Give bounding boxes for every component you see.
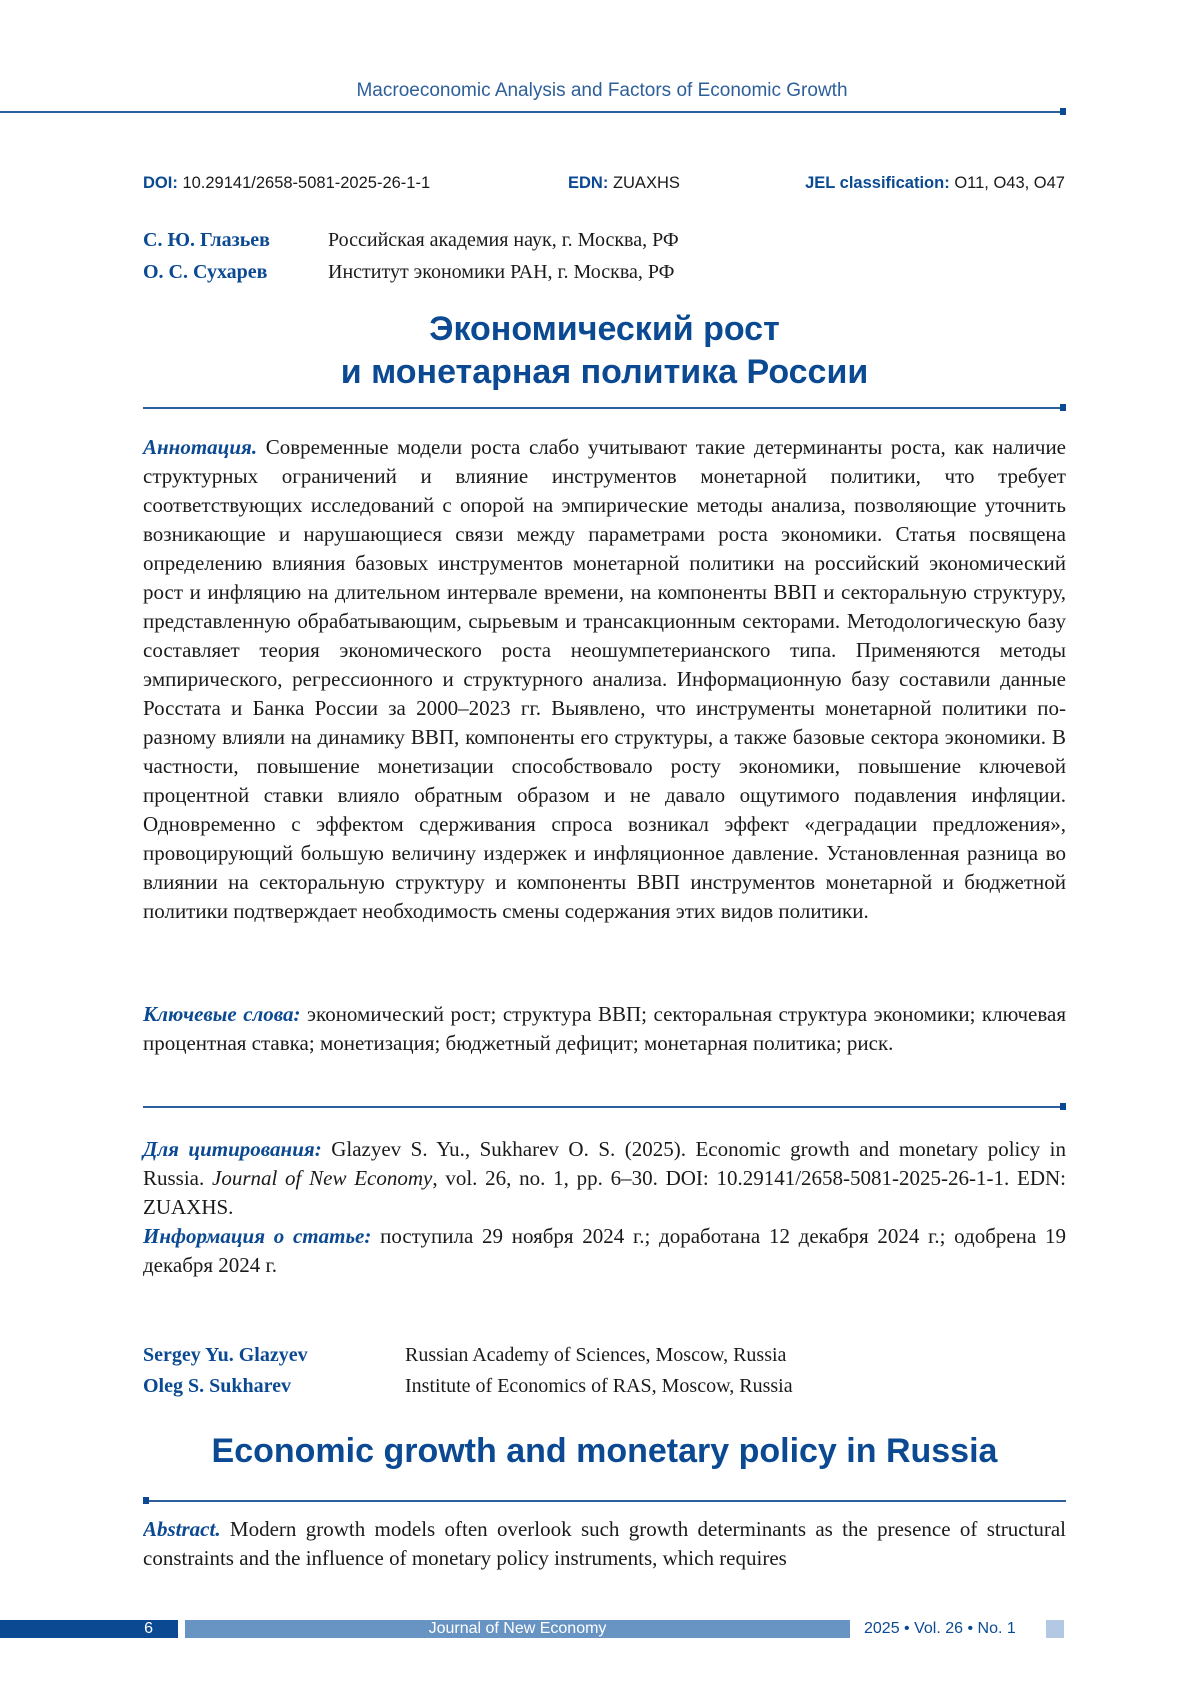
annotation: Аннотация. Современные модели роста слабо учитывают такие детерминанты роста, как наличие структурных ограничений и влияние инструментов монетарной политики, что требует соответствующих исследований с опорой на эмпирические методы анализа, позволяющие уточнить возникающие и нарушающиеся связи между параметрами роста экономики. Статья посвящена определению влияния базовых инструментов монетарной политики на российский экономический рост и инфляцию на длительном интервале времени, на компоненты ВВП и секторальную структуру, представленную обрабатывающим, сырьевым и трансакционным секторами. Методологическую базу составляет теория экономического роста неошумпетерианского типа. Применяются методы эмпирического, регрессионного и структурного анализа. Информационную базу составили данные Росстата и Банка России за 2000–2023 гг. Выявлено, что инструменты монетарной политики по-разному влияли на динамику ВВП, компоненты его структуры, а также базовые сектора экономики. В частности, повышение монетизации способствовало росту экономики, повышение ключевой процентной ставки влияло обратным образом и не давало ощутимого подавления инфляции. Одновременно с эффектом сдерживания спроса возникал эффект «деградации предложения», провоцирующий большую величину издержек и инфляционное давление. Установленная разница во влиянии на секторальную структуру и компоненты ВВП инструментов монетарной и бюджетной политики подтверждает необходимость смены содержания этих видов политики. (143, 435, 1066, 923)
rule-marker (1060, 108, 1066, 115)
footer-issue: 2025 • Vol. 26 • No. 1 (864, 1620, 1016, 1637)
edn: EDN: ZUAXHS (568, 174, 680, 192)
abstract: Abstract. Modern growth models often overlook such growth determinants as the presence of structural constraints and the influence of monetary policy instruments, which requires (143, 1517, 1066, 1570)
footer-journal: Journal of New Economy (185, 1620, 850, 1638)
divider (143, 1500, 1066, 1502)
page-number: 6 (0, 1620, 178, 1638)
divider (143, 1106, 1066, 1108)
rule-marker (1060, 404, 1066, 411)
citation: Для цитирования: Glazyev S. Yu., Sukharev O. S. (2025). Economic growth and monetary policy in Russia. Journal of New Economy, vol. 26, no. 1, pp. 6–30. DOI: 10.29141/2658-5081-2025-26-1-1. EDN: ZUAXHS. (143, 1137, 1067, 1219)
divider (143, 407, 1066, 409)
header-rule (0, 111, 1064, 113)
jel-classification: JEL classification: O11, O43, O47 (805, 174, 1065, 192)
title-ru: Экономический рост и монетарная политика России (340, 310, 869, 391)
running-header: Macroeconomic Analysis and Factors of Economic Growth (356, 80, 848, 101)
title-en: Economic growth and monetary policy in Russia (211, 1432, 998, 1470)
journal-page: Macroeconomic Analysis and Factors of Economic Growth DOI: 10.29141/2658-5081-2025-26-1-1 EDN: ZUAXHS JEL classification: O11, O43, O47 С. Ю. Глазьев Российская академия наук, г. Москва, РФ О. С. Сухарев Институт экономики РАН, г. Москва, РФ Экономический рост и монетарная политика России Аннотация. Современные модели роста слабо учитывают такие детерминанты роста, как наличие структурных ограничений и влияние инструментов монетарной политики, что требует соответствующих исследований с опорой на эмпирические методы анализа, позволяющие уточнить возникающие и нарушающиеся связи между параметрами роста экономики. Статья посвящена определению влияния базовых инструментов монетарной политики на российский экономический рост и инфляцию на длительном интервале времени, на компоненты ВВП и секторальную структуру, представленную обрабатывающим, сырьевым и трансакционным секторами. Методологическую базу составляет теория экономического роста неошумпетерианского типа. Применяются методы эмпирического, регрессионного и структурного анализа. Информационную базу составили данные Росстата и Банка России за 2000–2023 гг. Выявлено, что инструменты монетарной политики по-разному влияли на динамику ВВП, компоненты его структуры, а также базовые сектора экономики. В частности, повышение монетизации способствовало росту экономики, повышение ключевой процентной ставки влияло обратным образом и не давало ощутимого подавления инфляции. Одновременно с эффектом сдерживания спроса возникал эффект «деградации предложения», провоцирующий большую величину издержек и инфляционное давление. Установленная разница во влиянии на секторальную структуру и компоненты ВВП инструментов монетарной и бюджетной политики подтверждает необходимость смены содержания этих видов политики. Ключевые слова: экономический рост; структура ВВП; секторальная структура экономики; ключевая процентная ставка; монетизация; бюджетный дефицит; монетарная политика; риск. Для цитирования: Glazyev S. Yu., Sukharev O. S. (2025). Economic growth and monetary policy in Russia. Journal of New Economy, vol. 26, no. 1, pp. 6–30. DOI: 10.29141/2658-5081-2025-26-1-1. EDN: ZUAXHS. Информация о статье: поступила 29 ноября 2024 г.; доработана 12 декабря 2024 г.; одобрена 19 декабря 2024 г. Sergey Yu. Glazyev Russian Academy of Sciences, Moscow, Russia Oleg S. Sukharev Institute of Economics of RAS, Moscow, Russia Economic growth and monetary policy in Russia Abstract. Modern growth models often overlook such growth determinants as the presence of structural constraints and the influence of monetary policy instruments, which requires 6 Journal of New Economy 2025 • Vol. 26 • No. 1 (0, 0, 1200, 1697)
rule-marker (143, 1497, 149, 1504)
rule-marker (1060, 1103, 1066, 1110)
article-info: Информация о статье: поступила 29 ноября 2024 г.; доработана 12 декабря 2024 г.; одобрена 19 декабря 2024 г. (143, 1224, 1067, 1277)
footer-marker (1046, 1620, 1064, 1638)
doi: DOI: 10.29141/2658-5081-2025-26-1-1 (143, 174, 431, 192)
keywords: Ключевые слова: экономический рост; структура ВВП; секторальная структура экономики; ключевая процентная ставка; монетизация; бюджетный дефицит; монетарная политика; риск. (143, 1002, 1067, 1055)
